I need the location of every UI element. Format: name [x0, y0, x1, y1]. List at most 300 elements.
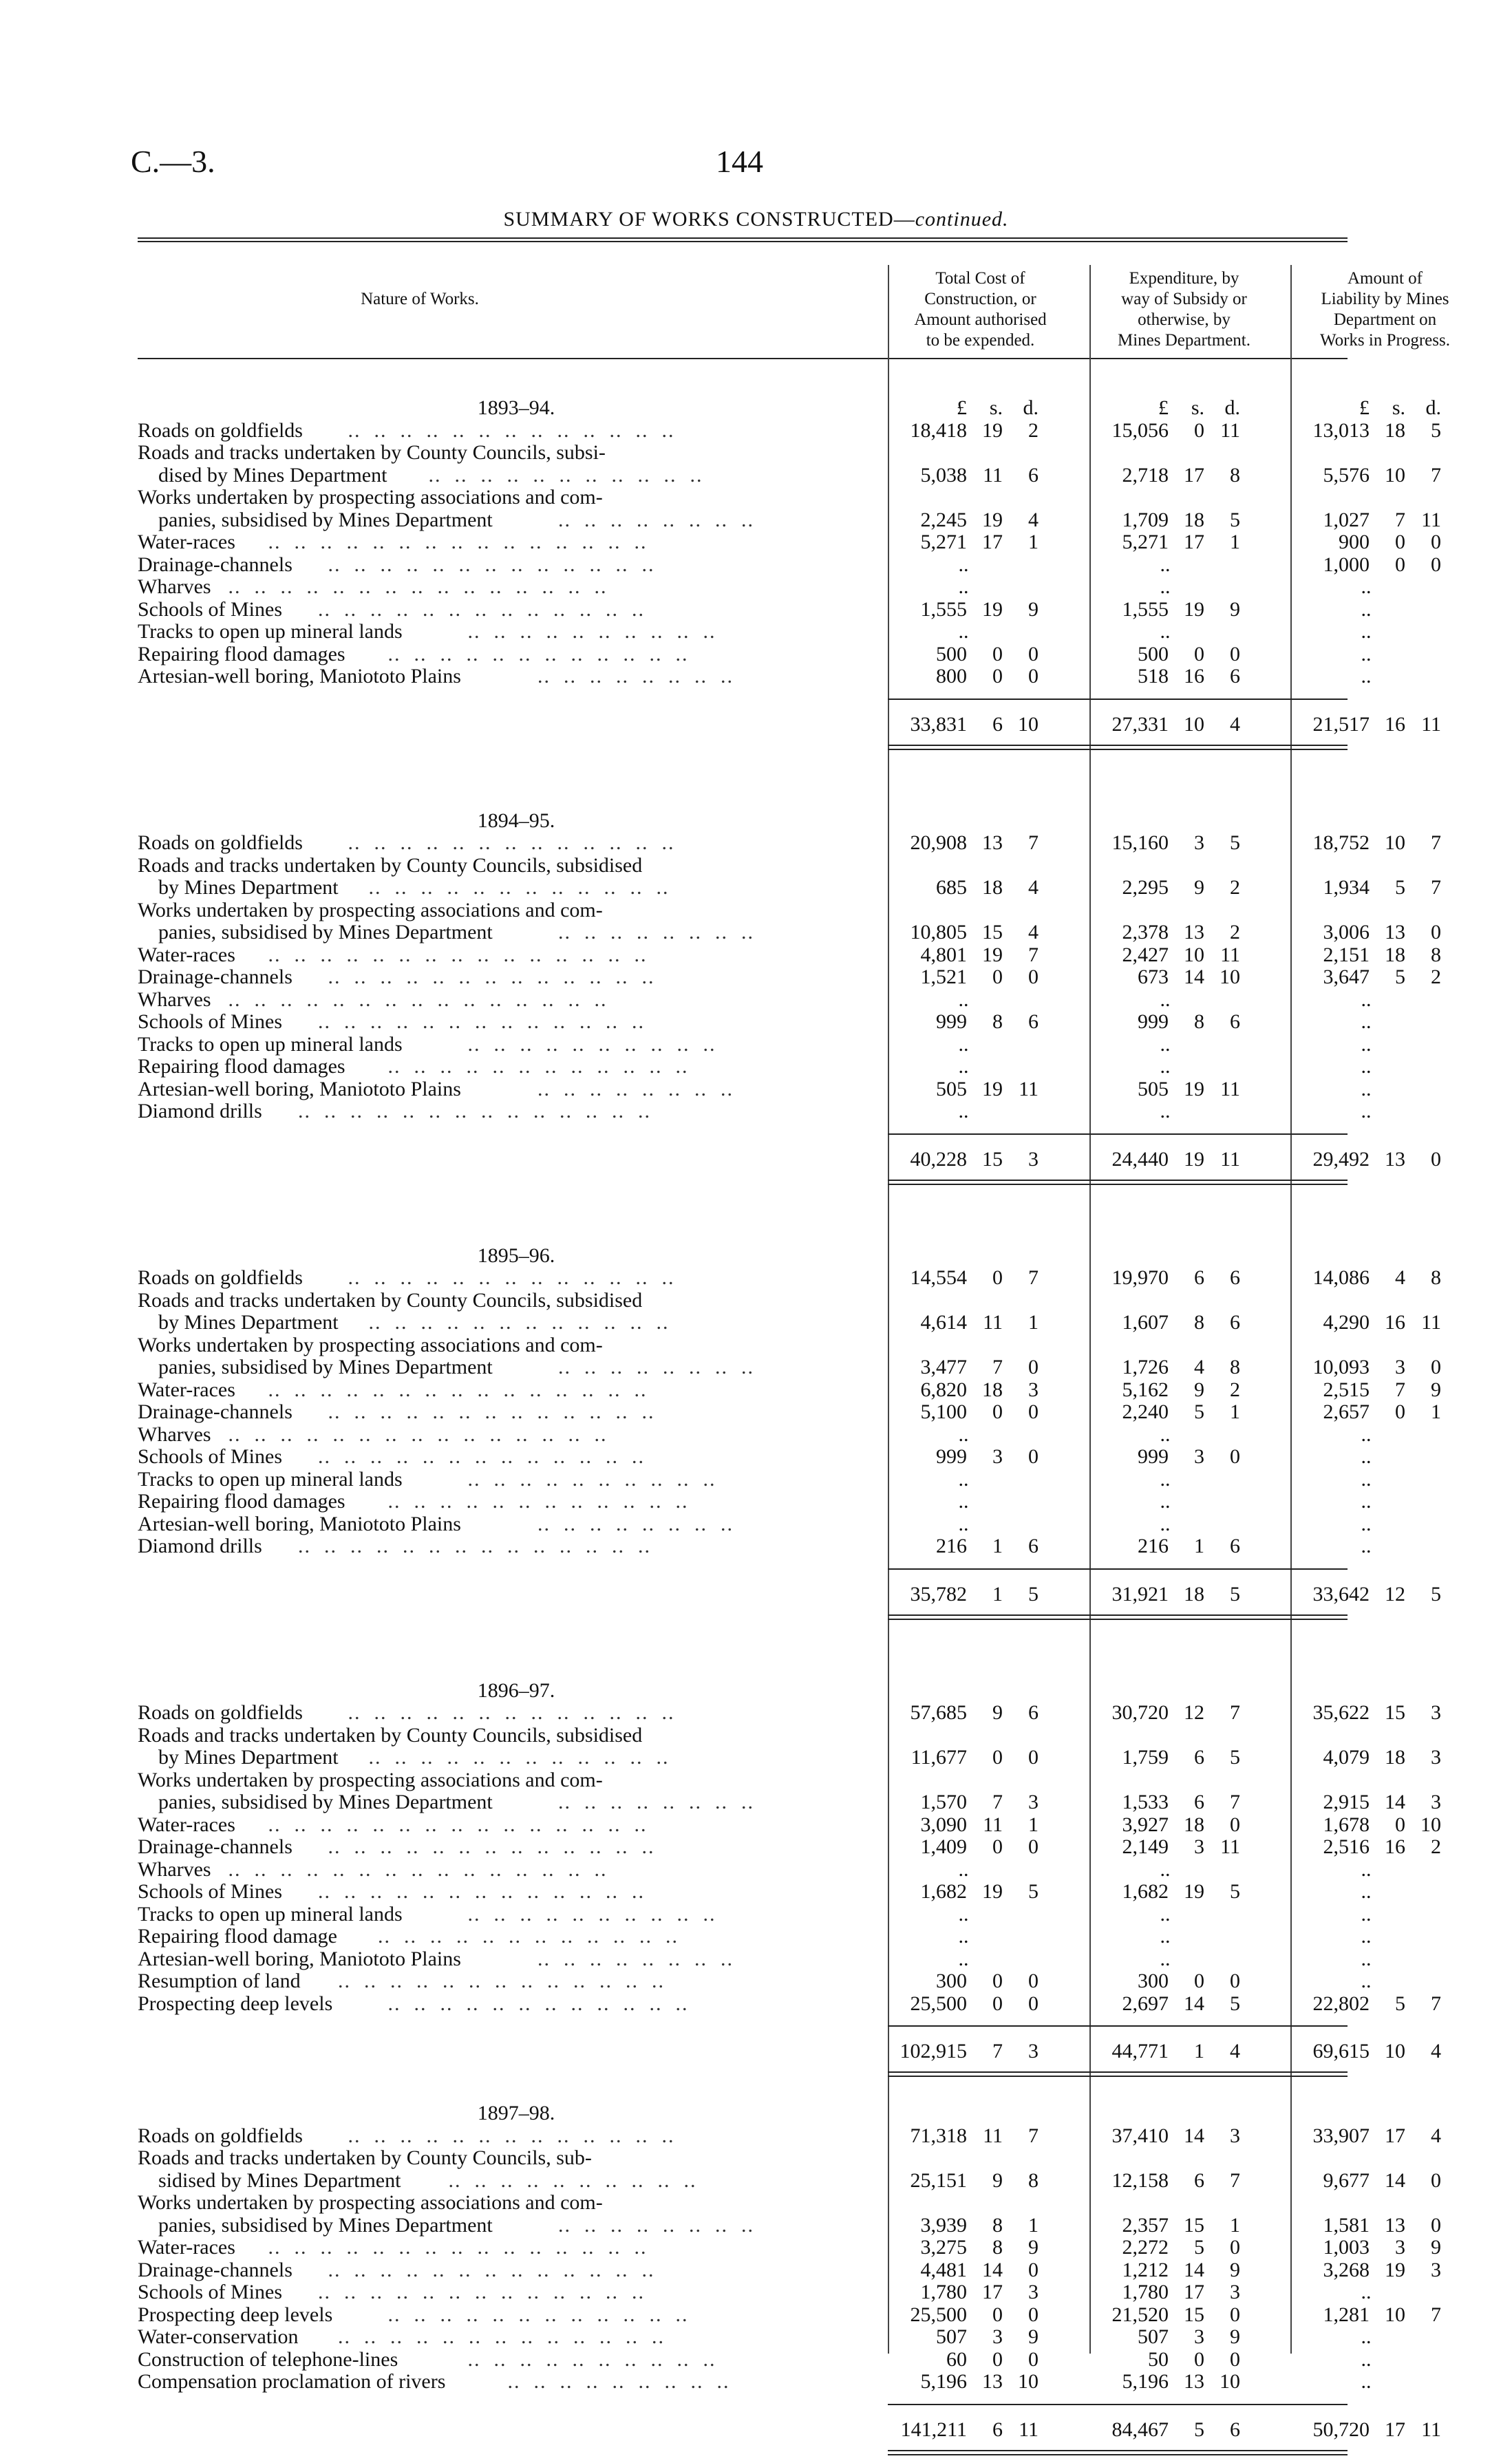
leader-dots: .. .. .. .. .. .. .. ..: [537, 1077, 747, 1100]
expenditure-value-pence: 0: [1230, 642, 1240, 665]
cost-value-nil: ..: [958, 1055, 969, 1078]
expenditure-value-shillings: 3: [1194, 1445, 1204, 1468]
cost-value: [884, 2371, 1039, 2393]
expenditure-value-pounds: 5,271: [1122, 531, 1169, 553]
expenditure-value-nil: ..: [1160, 575, 1171, 598]
expenditure-value-pounds: 500: [1138, 642, 1169, 665]
total-cost: [884, 2040, 1039, 2062]
cost-value-shillings: 1: [992, 1535, 1003, 1557]
liability-value-pence: 9: [1431, 1378, 1441, 1401]
liability-value-pounds: 2,915: [1323, 1791, 1370, 1813]
cost-value-pence: 9: [1028, 597, 1039, 621]
leader-dots: .. .. .. .. .. .. .. .. .. .. .. .. .. ..: [298, 1100, 664, 1122]
liability-value: [1287, 2237, 1441, 2259]
expenditure-value-pounds: 19,970: [1111, 1266, 1169, 1289]
cost-value-shillings: 19: [982, 1077, 1003, 1100]
liability-value-pence: 10: [1420, 1813, 1441, 1836]
cost-value-pence: 11: [1019, 1077, 1039, 1100]
total-expenditure: [1086, 714, 1240, 736]
liability-value-pence: 7: [1431, 1992, 1441, 2015]
cost-value-pence: 7: [1028, 831, 1039, 854]
cost-value: [884, 1312, 1039, 1334]
row-label: Repairing flood damages: [138, 1055, 345, 1078]
cost-value-pence: 0: [1028, 1400, 1039, 1423]
cost-value-pounds: 4,801: [920, 943, 967, 966]
cost-value-shillings: 19: [982, 508, 1003, 531]
leader-dots: .. .. .. .. .. .. .. .. .. .. .. .. ..: [328, 2258, 668, 2281]
leader-dots: .. .. .. .. .. .. .. .. .. .. .. ..: [387, 1490, 702, 1513]
cost-value-pence: 4: [1028, 876, 1039, 899]
row-label: Wharves: [138, 575, 211, 598]
liability-value: [1287, 1836, 1441, 1858]
cost-value-shillings: 0: [992, 665, 1003, 687]
liability-value-shillings: 7: [1395, 508, 1405, 531]
year-heading: 1893–94.: [477, 396, 555, 419]
cost-value-pounds: 1,521: [920, 966, 967, 988]
cost-value-pounds: 60: [946, 2347, 967, 2371]
cost-value-pence: 0: [1028, 1356, 1039, 1378]
liability-value-nil: ..: [1361, 620, 1372, 643]
header-bottom-rule: [138, 358, 1348, 359]
liability-value-shillings: 0: [1395, 1813, 1405, 1836]
cost-value-pounds: 1,780: [920, 2281, 967, 2303]
cost-value-nil: ..: [958, 1512, 969, 1535]
cost-value-nil: ..: [958, 1490, 969, 1513]
liability-value: [1287, 2170, 1441, 2192]
leader-dots: .. .. .. .. .. .. .. .. .. .. .. .. .. .. ..: [228, 1857, 621, 1881]
cost-value-shillings: 0: [992, 1746, 1003, 1769]
liability-value: [1287, 465, 1441, 487]
table-top-rule: [138, 237, 1348, 239]
cost-value-pounds: 6,820: [920, 1378, 967, 1401]
expenditure-value: [1086, 2259, 1240, 2281]
total-expenditure-pence: 11: [1220, 1147, 1240, 1171]
expenditure-value-shillings: 14: [1184, 966, 1204, 988]
row-label: Roads and tracks undertaken by County Councils, subsidised: [138, 1288, 643, 1312]
currency-d: d.: [1023, 396, 1039, 419]
expenditure-value: [1086, 832, 1240, 854]
liability-value-pounds: 1,027: [1323, 508, 1370, 531]
cost-value-shillings: 19: [982, 418, 1003, 442]
cost-value-pence: 10: [1018, 2370, 1039, 2393]
total-expenditure-pounds: 84,467: [1111, 2418, 1169, 2441]
cost-value-nil: ..: [958, 1857, 969, 1881]
expenditure-value: [1086, 2304, 1240, 2326]
expenditure-value-nil: ..: [1160, 1467, 1171, 1491]
expenditure-value: [1086, 2237, 1240, 2259]
liability-value: [1287, 1702, 1441, 1724]
cost-value-shillings: 9: [992, 2168, 1003, 2192]
cost-value-pounds: 800: [936, 665, 967, 687]
cost-value-pounds: 3,939: [920, 2213, 967, 2237]
leader-dots: .. .. .. .. .. .. .. .. .. .. .. ..: [387, 642, 702, 665]
row-label: Roads on goldfields: [138, 1266, 303, 1289]
liability-value-pounds: 4,079: [1323, 1746, 1370, 1769]
expenditure-value-pounds: 2,357: [1122, 2213, 1169, 2237]
cost-value: [884, 1814, 1039, 1836]
total-expenditure-pence: 5: [1230, 1582, 1240, 1606]
currency-heading: [1287, 397, 1441, 419]
leader-dots: .. .. .. .. .. .. .. .. .. .. .. .. ..: [338, 1970, 678, 1992]
expenditure-value-pence: 1: [1230, 531, 1240, 553]
liability-value-pounds: 3,006: [1323, 921, 1370, 943]
liability-value-shillings: 4: [1395, 1266, 1405, 1289]
cost-value-shillings: 17: [982, 531, 1003, 553]
leader-dots: .. .. .. .. .. .. .. .. .. .. .. .. .. .. ..: [268, 2236, 661, 2259]
total-cost-pence: 5: [1028, 1582, 1039, 1606]
expenditure-value-shillings: 3: [1194, 1835, 1204, 1858]
expenditure-value-shillings: 18: [1184, 1813, 1204, 1836]
expenditure-value-pence: 10: [1220, 966, 1240, 988]
total-double-rule: [888, 1180, 1348, 1185]
expenditure-value-nil: ..: [1160, 1512, 1171, 1535]
expenditure-value: [1086, 2170, 1240, 2192]
expenditure-value-pounds: 1,759: [1122, 1746, 1169, 1769]
expenditure-value-pounds: 999: [1138, 1445, 1169, 1468]
cost-value-nil: ..: [958, 1925, 969, 1948]
expenditure-value: [1086, 531, 1240, 553]
cost-value-shillings: 13: [982, 831, 1003, 854]
expenditure-value-shillings: 15: [1184, 2213, 1204, 2237]
cost-value: [884, 1356, 1039, 1378]
expenditure-value-pounds: 300: [1138, 1970, 1169, 1992]
total-liability-pounds: 29,492: [1312, 1147, 1370, 1171]
total-expenditure: [1086, 2419, 1240, 2441]
expenditure-value-pounds: 12,158: [1111, 2168, 1169, 2192]
cost-value: [884, 509, 1039, 531]
leader-dots: .. .. .. .. .. .. .. .. .. ..: [467, 1902, 730, 1926]
expenditure-value-shillings: 17: [1184, 463, 1204, 487]
cost-value-pounds: 5,271: [920, 531, 967, 553]
cost-value: [884, 643, 1039, 665]
cost-value-shillings: 11: [983, 2124, 1003, 2147]
column-head-total-cost-line: to be expended.: [926, 331, 1035, 350]
cost-value-pounds: 1,409: [920, 1835, 967, 1858]
expenditure-value-pounds: 999: [1138, 1010, 1169, 1033]
cost-value-nil: ..: [958, 620, 969, 643]
row-label: Schools of Mines: [138, 1880, 282, 1903]
expenditure-value-pence: 0: [1230, 2236, 1240, 2259]
leader-dots: .. .. .. .. .. .. .. .. .. .. .. .. .. .. ..: [228, 575, 621, 598]
cost-value-shillings: 13: [982, 2370, 1003, 2393]
cost-value-pence: 0: [1028, 1445, 1039, 1468]
cost-value: [884, 2326, 1039, 2348]
expenditure-value-pence: 2: [1230, 921, 1240, 943]
leader-dots: .. .. .. .. .. .. .. .. .. .. .. ..: [378, 1925, 692, 1948]
total-top-rule: [888, 1133, 1348, 1135]
liability-value-nil: ..: [1361, 1055, 1372, 1078]
expenditure-value: [1086, 2371, 1240, 2393]
row-label: Tracks to open up mineral lands: [138, 1032, 403, 1056]
expenditure-value-pounds: 673: [1138, 966, 1169, 988]
liability-value: [1287, 1814, 1441, 1836]
liability-value-shillings: 14: [1385, 1791, 1405, 1813]
cost-value: [884, 2170, 1039, 2192]
expenditure-value-pence: 11: [1220, 943, 1240, 966]
expenditure-value-pence: 10: [1220, 2370, 1240, 2393]
row-label: Works undertaken by prospecting associations and com-: [138, 1333, 603, 1356]
liability-value-pence: 0: [1431, 921, 1441, 943]
cost-value: [884, 1702, 1039, 1724]
cost-value: [884, 1401, 1039, 1423]
liability-value: [1287, 1791, 1441, 1813]
total-expenditure: [1086, 2040, 1240, 2062]
cost-value: [884, 832, 1039, 854]
liability-value-shillings: 0: [1395, 1400, 1405, 1423]
leader-dots: .. .. .. .. .. .. .. .. .. .. .. .. .. .. ..: [268, 943, 661, 966]
cost-value-pounds: 5,100: [920, 1400, 967, 1423]
liability-value: [1287, 420, 1441, 442]
cost-value: [884, 531, 1039, 553]
cost-value: [884, 1836, 1039, 1858]
leader-dots: .. .. .. .. .. .. .. .. .. .. .. .. ..: [318, 1880, 658, 1903]
total-liability: [1287, 2419, 1441, 2441]
liability-value: [1287, 966, 1441, 988]
cost-value-pounds: 3,477: [920, 1356, 967, 1378]
leader-dots: .. .. .. .. .. .. .. .. .. ..: [467, 620, 730, 643]
liability-value-nil: ..: [1361, 988, 1372, 1011]
cost-value-pounds: 1,570: [920, 1791, 967, 1813]
expenditure-value-shillings: 6: [1194, 2168, 1204, 2192]
cost-value: [884, 2304, 1039, 2326]
expenditure-value-shillings: 6: [1194, 1266, 1204, 1289]
cost-value-shillings: 7: [992, 1791, 1003, 1813]
liability-value-shillings: 18: [1385, 943, 1405, 966]
liability-value: [1287, 944, 1441, 966]
liability-value-shillings: 13: [1385, 921, 1405, 943]
leader-dots: .. .. .. .. .. .. .. ..: [558, 2213, 767, 2237]
expenditure-value-pounds: 2,427: [1122, 943, 1169, 966]
liability-value-nil: ..: [1361, 1422, 1372, 1446]
row-label: Resumption of land: [138, 1970, 301, 1992]
row-label: Wharves: [138, 1857, 211, 1881]
liability-value-pence: 3: [1431, 1701, 1441, 1724]
cost-value-pence: 7: [1028, 1266, 1039, 1289]
cost-value-nil: ..: [958, 1467, 969, 1491]
paper-reference: C.—3.: [131, 144, 215, 179]
liability-value-nil: ..: [1361, 1512, 1372, 1535]
liability-value-nil: ..: [1361, 1490, 1372, 1513]
total-cost-pounds: 35,782: [910, 1582, 967, 1606]
expenditure-value: [1086, 1970, 1240, 1992]
total-double-rule: [888, 1614, 1348, 1620]
cost-value: [884, 1011, 1039, 1033]
expenditure-value-pounds: 3,927: [1122, 1813, 1169, 1836]
row-label: Roads and tracks undertaken by County Councils, sub-: [138, 2146, 592, 2169]
expenditure-value-shillings: 3: [1194, 2325, 1204, 2348]
liability-value-shillings: 19: [1385, 2258, 1405, 2281]
liability-value-pence: 4: [1431, 2124, 1441, 2147]
expenditure-value-pence: 8: [1230, 1356, 1240, 1378]
liability-value: [1287, 832, 1441, 854]
expenditure-value: [1086, 1836, 1240, 1858]
total-expenditure-shillings: 18: [1184, 1582, 1204, 1606]
expenditure-value-nil: ..: [1160, 1100, 1171, 1122]
liability-value-shillings: 10: [1385, 463, 1405, 487]
liability-value-shillings: 5: [1395, 1992, 1405, 2015]
expenditure-value-pence: 7: [1230, 1791, 1240, 1813]
expenditure-value-pounds: 1,682: [1122, 1880, 1169, 1903]
expenditure-value: [1086, 1881, 1240, 1903]
cost-value: [884, 2237, 1039, 2259]
cost-value-shillings: 11: [983, 1813, 1003, 1836]
row-label: panies, subsidised by Mines Department: [158, 508, 493, 531]
cost-value-pence: 9: [1028, 2236, 1039, 2259]
leader-dots: .. .. .. .. .. .. .. ..: [558, 508, 767, 531]
expenditure-value-nil: ..: [1160, 1947, 1171, 1970]
expenditure-value-pence: 8: [1230, 463, 1240, 487]
cost-value: [884, 877, 1039, 899]
liability-value-nil: ..: [1361, 1535, 1372, 1557]
column-head-total-cost-line: Construction, or: [924, 290, 1036, 308]
column-head-liability-line: Amount of: [1347, 269, 1423, 288]
currency-heading: [884, 397, 1039, 419]
expenditure-value-nil: ..: [1160, 1055, 1171, 1078]
expenditure-value-pence: 6: [1230, 1311, 1240, 1334]
title-main: SUMMARY OF WORKS CONSTRUCTED—: [503, 208, 915, 231]
cost-value-pounds: 1,555: [920, 597, 967, 621]
cost-value-pence: 7: [1028, 943, 1039, 966]
total-expenditure-pounds: 44,771: [1111, 2040, 1169, 2062]
expenditure-value-shillings: 6: [1194, 1791, 1204, 1813]
cost-value-pence: 8: [1028, 2168, 1039, 2192]
row-label: panies, subsidised by Mines Department: [158, 1356, 493, 1378]
total-top-rule: [888, 699, 1348, 700]
expenditure-value: [1086, 420, 1240, 442]
expenditure-value: [1086, 1535, 1240, 1557]
row-label: Water-races: [138, 1378, 235, 1401]
total-expenditure-shillings: 10: [1184, 712, 1204, 736]
liability-value-nil: ..: [1361, 1857, 1372, 1881]
total-cost: [884, 1149, 1039, 1171]
expenditure-value: [1086, 2281, 1240, 2303]
leader-dots: .. .. .. .. .. .. .. .. .. .. .. .. ..: [328, 966, 668, 988]
cost-value-shillings: 8: [992, 2213, 1003, 2237]
row-label: Water-conservation: [138, 2325, 299, 2348]
row-label: panies, subsidised by Mines Department: [158, 921, 493, 943]
title-suffix: continued.: [915, 208, 1009, 231]
total-liability-pence: 0: [1431, 1147, 1441, 1171]
cost-value-pounds: 500: [936, 642, 967, 665]
cost-value-shillings: 3: [992, 1445, 1003, 1468]
row-label: Compensation proclamation of rivers: [138, 2370, 446, 2393]
expenditure-value-pounds: 5,162: [1122, 1378, 1169, 1401]
liability-value-pence: 11: [1421, 508, 1441, 531]
liability-value-pounds: 35,622: [1312, 1701, 1370, 1724]
cost-value-shillings: 18: [982, 1378, 1003, 1401]
row-label: panies, subsidised by Mines Department: [158, 1791, 493, 1813]
liability-value: [1287, 2125, 1441, 2147]
expenditure-value: [1086, 1702, 1240, 1724]
expenditure-value-nil: ..: [1160, 553, 1171, 576]
leader-dots: .. .. .. .. .. .. .. .. .. ..: [467, 1032, 730, 1056]
leader-dots: .. .. .. .. .. .. .. .. .. .. .. ..: [387, 1992, 702, 2015]
leader-dots: .. .. .. .. .. .. .. .. .. ..: [467, 1467, 730, 1491]
cost-value-shillings: 14: [982, 2258, 1003, 2281]
liability-value-pence: 0: [1431, 1356, 1441, 1378]
cost-value: [884, 944, 1039, 966]
expenditure-value-pounds: 505: [1138, 1077, 1169, 1100]
cost-value-pounds: 57,685: [910, 1701, 967, 1724]
total-expenditure-shillings: 19: [1184, 1147, 1204, 1171]
leader-dots: .. .. .. .. .. .. .. .. .. .. .. .. .. .. ..: [268, 531, 661, 553]
cost-value-shillings: 18: [982, 876, 1003, 899]
expenditure-value-pence: 1: [1230, 1400, 1240, 1423]
expenditure-value-pounds: 2,295: [1122, 876, 1169, 899]
cost-value-pence: 3: [1028, 2281, 1039, 2303]
row-label: Artesian-well boring, Maniototo Plains: [138, 1947, 461, 1970]
expenditure-value-pence: 6: [1230, 1266, 1240, 1289]
cost-value: [884, 1993, 1039, 2015]
liability-value-nil: ..: [1361, 1902, 1372, 1926]
liability-value-pence: 0: [1431, 2213, 1441, 2237]
currency-s: s.: [1392, 396, 1405, 419]
expenditure-value-pounds: 1,607: [1122, 1311, 1169, 1334]
liability-value-nil: ..: [1361, 1925, 1372, 1948]
liability-value-pounds: 1,000: [1323, 553, 1370, 576]
row-label: Artesian-well boring, Maniototo Plains: [138, 1512, 461, 1535]
expenditure-value-shillings: 17: [1184, 531, 1204, 553]
expenditure-value-pence: 3: [1230, 2124, 1240, 2147]
cost-value-pounds: 999: [936, 1010, 967, 1033]
liability-value-pounds: 1,934: [1323, 876, 1370, 899]
expenditure-value-shillings: 0: [1194, 642, 1204, 665]
cost-value-pounds: 25,500: [910, 1992, 967, 2015]
cost-value-nil: ..: [958, 1902, 969, 1926]
total-cost-pounds: 141,211: [900, 2418, 967, 2441]
liability-value-nil: ..: [1361, 1010, 1372, 1033]
expenditure-value-pounds: 216: [1138, 1535, 1169, 1557]
liability-value-shillings: 15: [1385, 1701, 1405, 1724]
row-label: Water-races: [138, 1813, 235, 1836]
total-liability: [1287, 714, 1441, 736]
total-cost-shillings: 6: [992, 712, 1003, 736]
expenditure-value-shillings: 5: [1194, 2236, 1204, 2259]
expenditure-value-shillings: 0: [1194, 1970, 1204, 1992]
cost-value-shillings: 15: [982, 921, 1003, 943]
expenditure-value: [1086, 1791, 1240, 1813]
row-label: Roads and tracks undertaken by County Councils, subsidised: [138, 853, 643, 877]
expenditure-value: [1086, 877, 1240, 899]
total-liability-shillings: 16: [1385, 712, 1405, 736]
liability-value-shillings: 18: [1385, 418, 1405, 442]
leader-dots: .. .. .. .. .. .. .. .. .. .. .. .. ..: [328, 553, 668, 576]
row-label: Schools of Mines: [138, 1445, 282, 1468]
liability-value-pence: 7: [1431, 876, 1441, 899]
liability-value-pounds: 9,677: [1323, 2168, 1370, 2192]
row-label: sidised by Mines Department: [158, 2168, 401, 2192]
total-expenditure-pence: 6: [1230, 2418, 1240, 2441]
row-label: by Mines Department: [158, 1311, 339, 1334]
cost-value-pounds: 25,151: [910, 2168, 967, 2192]
cost-value-pounds: 18,418: [910, 418, 967, 442]
row-label: Drainage-channels: [138, 1400, 292, 1423]
liability-value-pence: 3: [1431, 1746, 1441, 1769]
liability-value-pence: 3: [1431, 2258, 1441, 2281]
liability-value-pounds: 1,281: [1323, 2303, 1370, 2326]
row-label: Repairing flood damage: [138, 1925, 337, 1948]
expenditure-value-shillings: 8: [1194, 1311, 1204, 1334]
liability-value-pence: 7: [1431, 463, 1441, 487]
cost-value-pence: 1: [1028, 2213, 1039, 2237]
cost-value-pence: 4: [1028, 508, 1039, 531]
currency-l: £: [1359, 396, 1370, 419]
liability-value-nil: ..: [1361, 1880, 1372, 1903]
liability-value-pounds: 2,151: [1323, 943, 1370, 966]
total-cost-shillings: 6: [992, 2418, 1003, 2441]
column-head-total-cost-line: Amount authorised: [914, 310, 1047, 329]
total-cost-shillings: 7: [992, 2040, 1003, 2062]
